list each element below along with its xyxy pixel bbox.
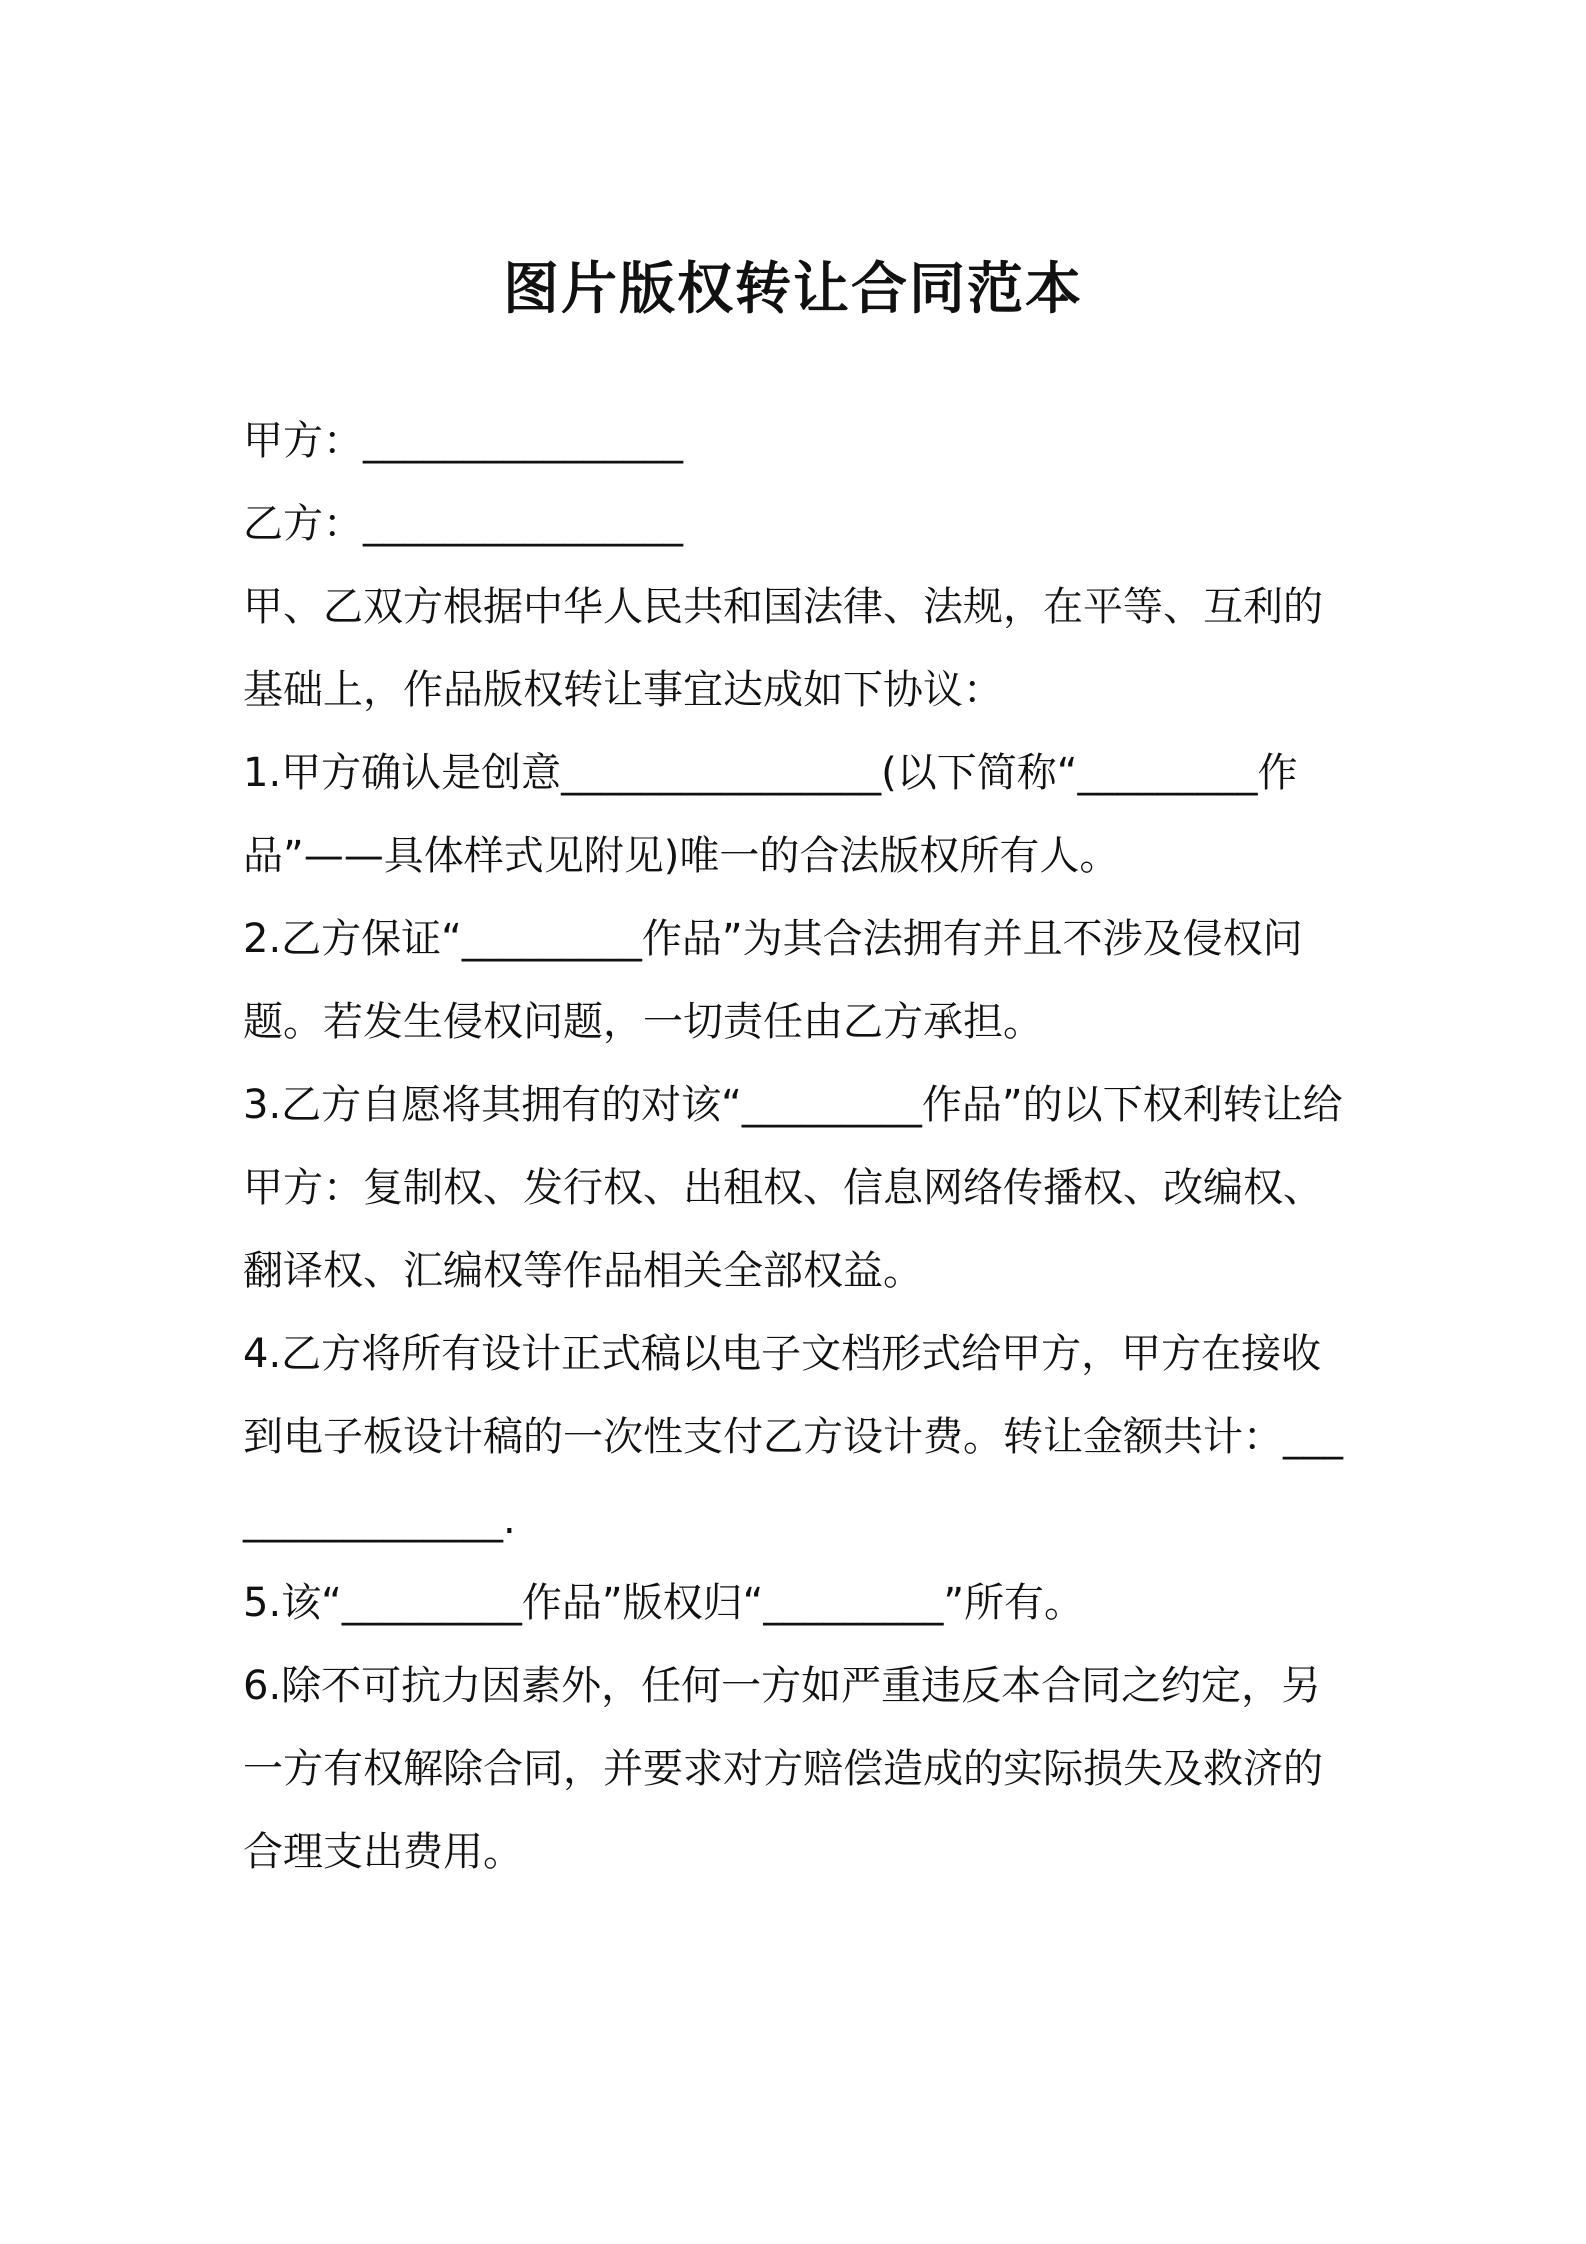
clause-5: 5.该“_________作品”版权归“_________”所有。: [243, 1580, 1085, 1626]
document-title: 图片版权转让合同范本: [503, 257, 1083, 322]
clause-6: 6.除不可抗力因素外，任何一方如严重违反本合同之约定，另一方有权解除合同，并要求对方赔偿造成的实际损失及救济的合理支出费用。: [243, 1663, 1323, 1875]
party-b-line: 乙方：________________: [243, 501, 683, 547]
clause-1: 1.甲方确认是创意________________(以下简称“_________作品”——具体样式见附见)唯一的合法版权所有人。: [243, 750, 1298, 879]
clause-3: 3.乙方自愿将其拥有的对该“_________作品”的以下权利转让给甲方：复制权、发行权、出租权、信息网络传播权、改编权、翻译权、汇编权等作品相关全部权益。: [243, 1082, 1343, 1294]
clause-2: 2.乙方保证“_________作品”为其合法拥有并且不涉及侵权问题。若发生侵权问题，一切责任由乙方承担。: [243, 916, 1303, 1045]
preamble-paragraph: 甲、乙双方根据中华人民共和国法律、法规，在平等、互利的基础上，作品版权转让事宜达成如下协议：: [243, 584, 1323, 713]
party-a-line: 甲方：________________: [243, 418, 683, 464]
document-body: [243, 400, 1353, 1894]
clause-4: 4.乙方将所有设计正式稿以电子文档形式给甲方，甲方在接收到电子板设计稿的一次性支付乙方设计费。转让金额共计：________________.: [243, 1331, 1343, 1543]
